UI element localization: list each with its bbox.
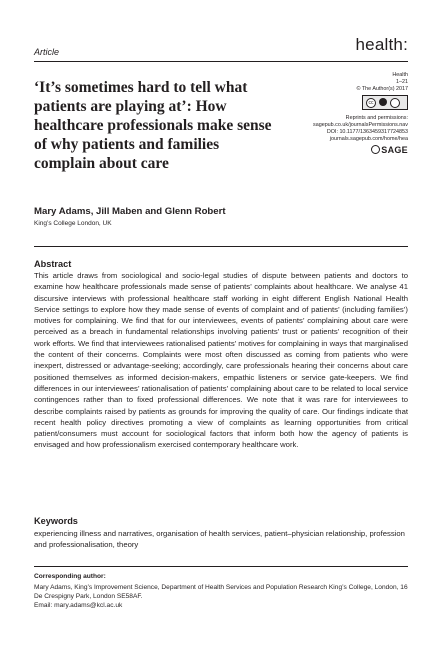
publisher-logo — [278, 144, 408, 156]
publisher-name: SAGE — [381, 144, 408, 155]
reprints-link[interactable]: sagepub.co.uk/journalsPermissions.nav — [313, 122, 408, 129]
corresponding-heading: Corresponding author: — [34, 573, 106, 580]
corresponding-details — [34, 583, 408, 611]
journal-name: Health — [392, 72, 408, 78]
doi[interactable]: DOI: 10.1177/1363459317724853 — [326, 129, 408, 136]
reprints-label: Reprints and permissions: — [345, 114, 408, 121]
corresponding-address: Mary Adams, King’s Improvement Science, Department of Health Services and Population Research King’s College, London, 16 De Crespigny Park, London SE58AF. — [34, 584, 408, 601]
sage-mark-icon — [371, 145, 380, 154]
copyright: © The Author(s) 2017 — [356, 86, 408, 93]
header-rule — [34, 61, 408, 62]
by-icon — [379, 98, 387, 106]
journal-logo — [356, 35, 408, 55]
abstract-rule — [34, 246, 408, 247]
keywords-heading: Keywords — [34, 516, 78, 526]
authors: Mary Adams, Jill Maben and Glenn Robert — [34, 206, 226, 217]
top-banner — [0, 0, 180, 16]
nc-icon — [390, 98, 400, 108]
footer-rule — [34, 566, 408, 567]
keywords-text: experiencing illness and narratives, organisation of health services, patient–physician relationship, profession and professionalisation, theory — [34, 529, 405, 550]
journal-logo-text: health — [355, 35, 404, 54]
affiliation: King’s College London, UK — [34, 220, 112, 227]
publication-info — [278, 72, 408, 156]
journal-logo-dot: : — [403, 35, 408, 54]
creative-commons-icon — [362, 95, 408, 110]
article-title: ‘It’s sometimes hard to tell what patients are playing at’: How healthcare professionals make sense of why patients and families complain about care — [34, 79, 272, 172]
journal-link[interactable]: journals.sagepub.com/home/hea — [329, 136, 408, 143]
page-range: 1–21 — [396, 79, 408, 86]
corresponding-email[interactable]: Email: mary.adams@kcl.ac.uk — [34, 602, 123, 610]
abstract-text: This article draws from sociological and socio-legal studies of dispute between patients and doctors to examine how healthcare professionals made sense of patients’ complaints about healthcare. We analyse 41 discursive interviews with professional healthcare staff working in eight different English National Health Service settings to explore how they made sense of events of complaint and of patients’ (including families’) motives for complaining. We find that for our interviewees, events of patients’ complaining about care were perceived as a breach in fundamental relationships involving patients’ trust or patients’ recognition of their work efforts. We find that interviewees rationalised patients’ motives for complaining in ways that marginalised the content of their concerns. Complaints were most often discussed as coming from patients who were inexpert, distressed or advantage-seeking; accordingly, care professionals hearing their concerns about care positioned themselves as informed decision-makers, empathic listeners or service gate-keepers. We find differences in our interviewees’ rationalisation of patients’ complaining about care to be related to local service contingences rather than to fixed professional differences. We note that it was rare for interviewees to describe complaints raised by patients as grounds for improving the quality of care. Our findings indicate that recent health policy directives promoting a view of complaints as learning opportunities from critical patient/consumers must account for sociological factors that inform both how the agency of patients is envisaged and how professionalism exercised contemporary healthcare work. — [34, 271, 408, 450]
section-label: Article — [34, 47, 60, 57]
cc-icon: cc — [366, 98, 376, 108]
abstract-heading: Abstract — [34, 259, 72, 269]
